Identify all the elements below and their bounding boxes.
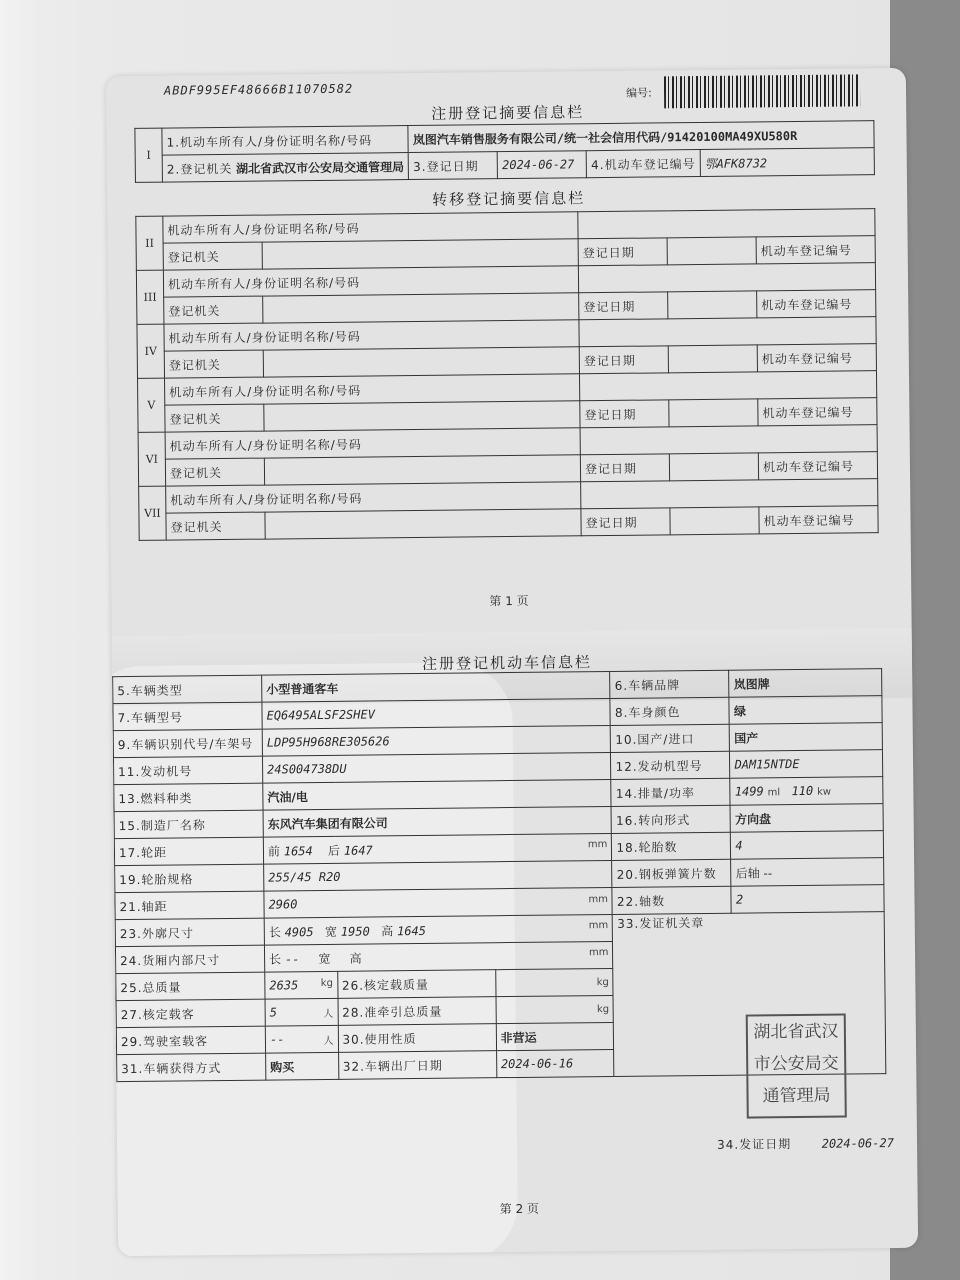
transfer-date-value <box>669 399 758 427</box>
f14-kw-unit: kw <box>817 786 832 798</box>
f17-unit: mm <box>587 838 608 850</box>
f17-value <box>263 833 612 864</box>
f24-value <box>264 941 613 972</box>
transfer-office-value <box>263 293 579 323</box>
stamp-line: 通管理局 <box>762 1085 831 1107</box>
f29-value: -- <box>269 1031 285 1047</box>
transfer-office-value <box>265 509 581 539</box>
transfer-owner-value <box>579 317 876 347</box>
issue-date <box>717 1134 894 1153</box>
section-title-vehicle: 注册登记机动车信息栏 <box>421 653 593 673</box>
f31-label: 31.车辆获得方式 <box>117 1053 266 1082</box>
f5-value: 小型普通客车 <box>262 671 611 702</box>
f7-label: 7.车辆型号 <box>113 702 262 731</box>
transfer-date-value <box>669 453 758 481</box>
f22-label: 22.轴数 <box>612 886 731 914</box>
f27-label: 27.核定载客 <box>116 999 265 1028</box>
transfer-date-label: 登记日期 <box>579 346 668 374</box>
transfer-date-value <box>667 237 756 265</box>
f24-width-label: 宽 <box>318 951 331 966</box>
f20-label: 20.钢板弹簧片数 <box>612 859 731 887</box>
transfer-owner-label: 机动车所有人/身份证明名称/号码 <box>165 374 580 405</box>
f29-label: 29.驾驶室载客 <box>116 1026 265 1055</box>
stamp-line: 湖北省武汉 <box>753 1021 839 1043</box>
f19-label: 19.轮胎规格 <box>115 864 264 893</box>
f26-unit: kg <box>596 976 609 988</box>
f24-length-label: 长 <box>269 951 282 967</box>
f20-value: 后轴 -- <box>731 858 884 887</box>
f25-value: 2635 <box>269 978 299 993</box>
f21-label: 21.轴距 <box>115 891 264 920</box>
f10-value: 国产 <box>730 723 883 752</box>
transfer-office-label: 登记机关 <box>164 350 263 378</box>
f32-label: 32.车辆出厂日期 <box>338 1051 496 1080</box>
f29-unit: 人 <box>323 1035 334 1047</box>
f21-value: 2960 <box>268 897 298 912</box>
transfer-office-label: 登记机关 <box>163 242 262 270</box>
date-value: 2024-06-27 <box>497 151 586 179</box>
transfer-office-value <box>263 347 579 377</box>
f33-label: 33.发证机关章 <box>617 916 705 931</box>
f9-value: LDP95H968RE305626 <box>262 725 611 756</box>
transfer-regno-label: 机动车登记编号 <box>757 344 876 372</box>
barcode-icon <box>664 74 860 108</box>
office-label: 2.登记机关 <box>166 161 233 177</box>
issuing-authority-stamp <box>746 1014 847 1119</box>
transfer-owner-value <box>579 371 876 401</box>
f27-value-cell <box>265 998 338 1026</box>
stamp-line: 市公安局交 <box>753 1053 839 1075</box>
registration-summary-table <box>134 120 875 183</box>
owner-label: 1.机动车所有人/身份证明名称/号码 <box>162 126 409 156</box>
transfer-office-value <box>262 239 578 269</box>
transfer-owner-value <box>578 263 875 293</box>
transfer-owner-label: 机动车所有人/身份证明名称/号码 <box>164 320 579 351</box>
f23-unit: mm <box>588 919 609 931</box>
transfer-owner-value <box>581 479 878 509</box>
page-number-1: 第 1 页 <box>489 593 529 609</box>
transfer-date-value <box>668 345 757 373</box>
transfer-office-label: 登记机关 <box>165 458 264 486</box>
f8-label: 8.车身颜色 <box>610 697 729 725</box>
f23-length: 4905 <box>284 924 314 939</box>
f10-label: 10.国产/进口 <box>611 724 730 752</box>
office-cell <box>162 153 409 183</box>
f23-width: 1950 <box>340 924 370 939</box>
f23-value <box>264 914 613 945</box>
f23-length-label: 长 <box>268 924 281 940</box>
transfer-owner-value <box>580 425 877 455</box>
transfer-date-label: 登记日期 <box>580 454 669 482</box>
f27-unit: 人 <box>323 1008 334 1020</box>
f28-unit: kg <box>596 1003 610 1015</box>
f24-unit: mm <box>588 946 609 958</box>
roman-numeral: VII <box>139 486 167 540</box>
f13-value: 汽油/电 <box>263 779 612 810</box>
f12-label: 12.发动机型号 <box>611 751 730 779</box>
f17-rear: 1647 <box>343 842 373 858</box>
f17-rear-label: 后 <box>327 843 341 858</box>
f11-label: 11.发动机号 <box>113 756 262 785</box>
f24-label: 24.货厢内部尺寸 <box>115 945 264 974</box>
f24-length: -- <box>284 951 300 966</box>
f25-unit: kg <box>320 977 333 990</box>
f23-height: 1645 <box>396 923 427 938</box>
f34-label: 34.发证日期 <box>716 1137 792 1152</box>
f30-label: 30.使用性质 <box>338 1024 496 1053</box>
f16-label: 16.转向形式 <box>611 805 730 833</box>
f16-value: 方向盘 <box>730 804 883 833</box>
f23-label: 23.外廓尺寸 <box>115 918 264 947</box>
f15-label: 15.制造厂名称 <box>114 810 263 839</box>
transfer-date-value <box>670 507 759 535</box>
transfer-date-label: 登记日期 <box>580 400 669 428</box>
f26-label: 26.核定载质量 <box>337 970 495 999</box>
f23-width-label: 宽 <box>324 924 338 939</box>
f21-value-cell <box>264 887 613 918</box>
transfer-owner-value <box>578 209 875 239</box>
f28-label: 28.准牵引总质量 <box>338 997 496 1026</box>
f14-power: 110 <box>791 783 814 799</box>
f15-value: 东风汽车集团有限公司 <box>263 806 612 837</box>
f18-label: 18.轮胎数 <box>612 832 731 860</box>
transfer-owner-label: 机动车所有人/身份证明名称/号码 <box>163 212 578 243</box>
f11-value: 24S004738DU <box>262 752 611 783</box>
f28-value-cell <box>496 995 614 1023</box>
f18-value: 4 <box>731 831 884 860</box>
transfer-office-label: 登记机关 <box>165 404 264 432</box>
f25-label: 25.总质量 <box>116 972 265 1001</box>
regno-value: 鄂AFK8732 <box>700 148 875 177</box>
transfer-regno-label: 机动车登记编号 <box>758 398 877 426</box>
roman-numeral: I <box>135 128 163 182</box>
f17-label: 17.轮距 <box>114 837 263 866</box>
f30-value: 非营运 <box>496 1022 614 1050</box>
f8-value: 绿 <box>729 696 882 725</box>
date-label: 3.登记日期 <box>408 152 497 180</box>
f31-value: 购买 <box>266 1052 339 1080</box>
regno-label: 4.机动车登记编号 <box>586 150 700 178</box>
f13-label: 13.燃料种类 <box>114 783 263 812</box>
section-title-registration: 注册登记摘要信息栏 <box>431 103 585 123</box>
transfer-office-value <box>264 455 580 485</box>
f12-value: DAM15NTDE <box>730 750 883 779</box>
f6-value: 岚图牌 <box>729 669 882 698</box>
doc-number-label: 编号: <box>625 86 652 100</box>
registration-certificate <box>106 68 918 1256</box>
transfer-office-label: 登记机关 <box>166 512 265 540</box>
f34-value: 2024-06-27 <box>821 1136 894 1151</box>
f5-label: 5.车辆类型 <box>113 675 262 704</box>
transfer-owner-label: 机动车所有人/身份证明名称/号码 <box>165 428 580 459</box>
f6-label: 6.车辆品牌 <box>610 670 729 698</box>
f14-label: 14.排量/功率 <box>611 778 730 806</box>
f21-unit: mm <box>588 894 609 906</box>
transfer-regno-label: 机动车登记编号 <box>756 236 875 264</box>
f9-label: 9.车辆识别代号/车架号 <box>113 729 262 758</box>
f14-ml-unit: ml <box>767 787 781 799</box>
transfer-owner-label: 机动车所有人/身份证明名称/号码 <box>166 482 581 513</box>
f14-value <box>730 777 883 806</box>
owner-value: 岚图汽车销售服务有限公司/统一社会信用代码/91420100MA49XU580R <box>408 121 874 153</box>
f32-value: 2024-06-16 <box>496 1049 614 1077</box>
transfer-office-value <box>264 401 580 431</box>
transfer-owner-label: 机动车所有人/身份证明名称/号码 <box>163 266 578 297</box>
transfer-date-label: 登记日期 <box>581 508 670 536</box>
f17-front-label: 前 <box>267 843 281 859</box>
office-value: 湖北省武汉市公安局交通管理局 <box>236 159 405 176</box>
f22-value: 2 <box>731 885 884 914</box>
roman-numeral: VI <box>138 432 166 486</box>
transfer-regno-label: 机动车登记编号 <box>758 452 877 480</box>
f7-value: EQ6495ALSF2SHEV <box>262 698 611 729</box>
f23-height-label: 高 <box>381 923 394 938</box>
transfer-office-label: 登记机关 <box>164 296 263 324</box>
serial-number: ABDF995EF48666B11070582 <box>163 81 354 98</box>
f27-value: 5 <box>269 1004 277 1020</box>
f24-height-label: 高 <box>349 951 362 966</box>
transfer-regno-label: 机动车登记编号 <box>759 506 878 534</box>
page-number-2: 第 2 页 <box>499 1201 540 1217</box>
transfer-regno-label: 机动车登记编号 <box>757 290 876 318</box>
f17-front: 1654 <box>283 843 313 858</box>
f29-value-cell <box>265 1025 338 1053</box>
f14-displacement: 1499 <box>734 784 764 799</box>
transfer-summary-table <box>135 208 878 541</box>
section-title-transfer: 转移登记摘要信息栏 <box>432 189 586 209</box>
roman-numeral: V <box>138 378 166 432</box>
transfer-date-label: 登记日期 <box>579 292 668 320</box>
transfer-date-label: 登记日期 <box>578 238 667 266</box>
roman-numeral: III <box>136 270 164 324</box>
transfer-date-value <box>668 291 757 319</box>
f26-value-cell <box>495 968 613 996</box>
roman-numeral: II <box>136 216 164 270</box>
f19-value: 255/45 R20 <box>264 860 613 891</box>
roman-numeral: IV <box>137 324 165 378</box>
f25-value-cell <box>265 971 338 999</box>
